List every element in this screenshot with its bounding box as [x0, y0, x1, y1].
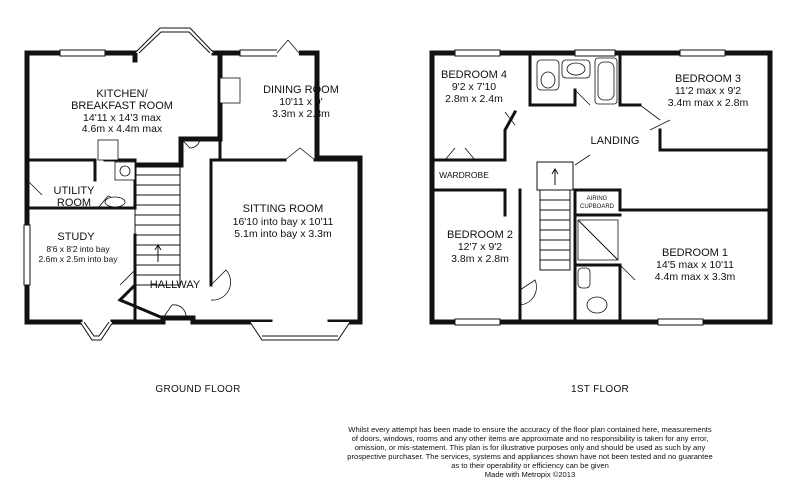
svg-text:WARDROBE — [439, 170, 489, 180]
svg-text:as to their operability or eff — [451, 461, 609, 470]
svg-text:STUDY — [57, 231, 95, 243]
svg-text:BREAKFAST ROOM — [71, 100, 173, 112]
dining-room-dims-imperial: 10'11 x 9' — [279, 96, 323, 108]
disclaimer-line: as to their operability or efficiency can be given — [451, 461, 609, 470]
svg-text:4.6m x 4.4m max — [82, 123, 163, 135]
bedroom-2-dims-metric: 3.8m x 2.8m — [451, 253, 509, 265]
svg-text:2.8m x 2.4m — [445, 93, 503, 105]
bedroom-4-dims-metric: 2.8m x 2.4m — [445, 93, 503, 105]
svg-text:10'11 x 9' — [279, 96, 323, 108]
wardrobe-name: WARDROBE — [439, 170, 489, 180]
sitting-room-name: SITTING ROOM — [242, 203, 324, 215]
bedroom-4-name: BEDROOM 4 — [440, 69, 508, 81]
study-dims-metric: 2.6m x 2.5m into bay — [38, 254, 118, 264]
svg-text:12'7 x 9'2 — [458, 241, 502, 253]
ground-floor-plan — [24, 28, 360, 340]
metropix-credit: Made with Metropix ©2013 — [484, 470, 576, 479]
disclaimer-line: of doors, windows, rooms and any other items are approximate and no responsibility is taken for any error, — [351, 434, 709, 443]
svg-text:3.4m max x 2.8m — [668, 97, 749, 109]
svg-text:14'5 max x 10'11 — [656, 259, 734, 271]
kitchen-name-line2: BREAKFAST ROOM — [71, 100, 173, 112]
bedroom-1-dims-metric: 4.4m max x 3.3m — [654, 271, 736, 283]
svg-text:omission, or mis-statement. Th — [355, 443, 706, 452]
svg-text:DINING ROOM — [263, 84, 339, 96]
svg-text:of doors, windows, rooms and a — [352, 434, 709, 443]
bedroom-2-name: BEDROOM 2 — [446, 229, 514, 241]
svg-text:LANDING — [591, 135, 640, 147]
utility-room-name-line1: UTILITY — [53, 185, 95, 197]
sitting-room-dims-imperial: 16'10 into bay x 10'11 — [232, 216, 334, 228]
svg-text:AIRING — [587, 196, 608, 202]
svg-text:SITTING ROOM — [243, 203, 324, 215]
svg-text:HALLWAY — [150, 279, 201, 291]
svg-text:2.6m x 2.5m into bay — [39, 254, 119, 264]
disclaimer-line: prospective purchaser. The services, systems and appliances shown have not been tested and no guarantee — [347, 452, 713, 461]
study-name: STUDY — [57, 231, 95, 243]
sitting-room-dims-metric: 5.1m into bay x 3.3m — [234, 228, 332, 240]
svg-text:8'6 x 8'2 into bay — [46, 244, 110, 254]
first-floor-label: 1ST FLOOR — [570, 384, 630, 395]
svg-text:3.3m x 2.8m — [272, 108, 330, 120]
study-dims-imperial: 8'6 x 8'2 into bay — [46, 244, 110, 254]
bedroom-3-name: BEDROOM 3 — [674, 73, 742, 85]
ground-floor-label: GROUND FLOOR — [155, 384, 241, 395]
disclaimer — [347, 425, 712, 479]
svg-text:16'10 into bay x 10'11 — [233, 216, 334, 228]
dining-room-dims-metric: 3.3m x 2.8m — [272, 108, 330, 120]
svg-text:ROOM — [57, 197, 91, 209]
svg-text:GROUND FLOOR — [155, 384, 240, 395]
svg-text:BEDROOM 1 — [662, 247, 728, 259]
bedroom-3-dims-metric: 3.4m max x 2.8m — [667, 97, 749, 109]
svg-text:BEDROOM 2 — [447, 229, 513, 241]
svg-text:9'2 x 7'10 — [452, 81, 496, 93]
svg-text:BEDROOM 3 — [675, 73, 741, 85]
airing-cupboard-line2: CUPBOARD — [579, 204, 615, 210]
kitchen-dims-imperial: 14'11 x 14'3 max — [83, 112, 161, 124]
svg-text:BEDROOM 4 — [441, 69, 507, 81]
bedroom-2-dims-imperial: 12'7 x 9'2 — [457, 241, 503, 253]
kitchen-name-line1: KITCHEN/ — [96, 88, 148, 100]
utility-room-name-line2: ROOM — [56, 197, 92, 209]
disclaimer-line: Whilst every attempt has been made to ensure the accuracy of the floor plan contained here, measurements — [348, 425, 712, 434]
landing-name: LANDING — [590, 135, 640, 147]
svg-text:4.4m max x 3.3m — [655, 271, 736, 283]
dining-room-name: DINING ROOM — [263, 84, 339, 96]
svg-text:prospective purchaser. The ser — [347, 452, 712, 461]
svg-text:1ST FLOOR — [571, 384, 629, 395]
svg-text:11'2 max x 9'2 — [675, 85, 741, 97]
svg-text:KITCHEN/ — [96, 88, 148, 100]
bedroom-1-name: BEDROOM 1 — [661, 247, 729, 259]
bedroom-3-dims-imperial: 11'2 max x 9'2 — [674, 85, 742, 97]
kitchen-dims-metric: 4.6m x 4.4m max — [81, 123, 163, 135]
svg-text:5.1m into bay x 3.3m — [234, 228, 332, 240]
disclaimer-line: omission, or mis-statement. This plan is for illustrative purposes only and should be used as such by any — [354, 443, 706, 452]
svg-text:Made with Metropix ©2013 — [485, 470, 575, 479]
svg-text:UTILITY — [54, 185, 96, 197]
svg-text:Whilst every attempt has been — [348, 425, 712, 434]
ground-floor-labels — [39, 84, 339, 395]
svg-text:CUPBOARD — [580, 204, 615, 210]
bedroom-4-dims-imperial: 9'2 x 7'10 — [451, 81, 497, 93]
svg-text:3.8m x 2.8m — [451, 253, 509, 265]
hallway-name: HALLWAY — [149, 279, 201, 291]
airing-cupboard-line1: AIRING — [586, 196, 608, 202]
bedroom-1-dims-imperial: 14'5 max x 10'11 — [656, 259, 734, 271]
